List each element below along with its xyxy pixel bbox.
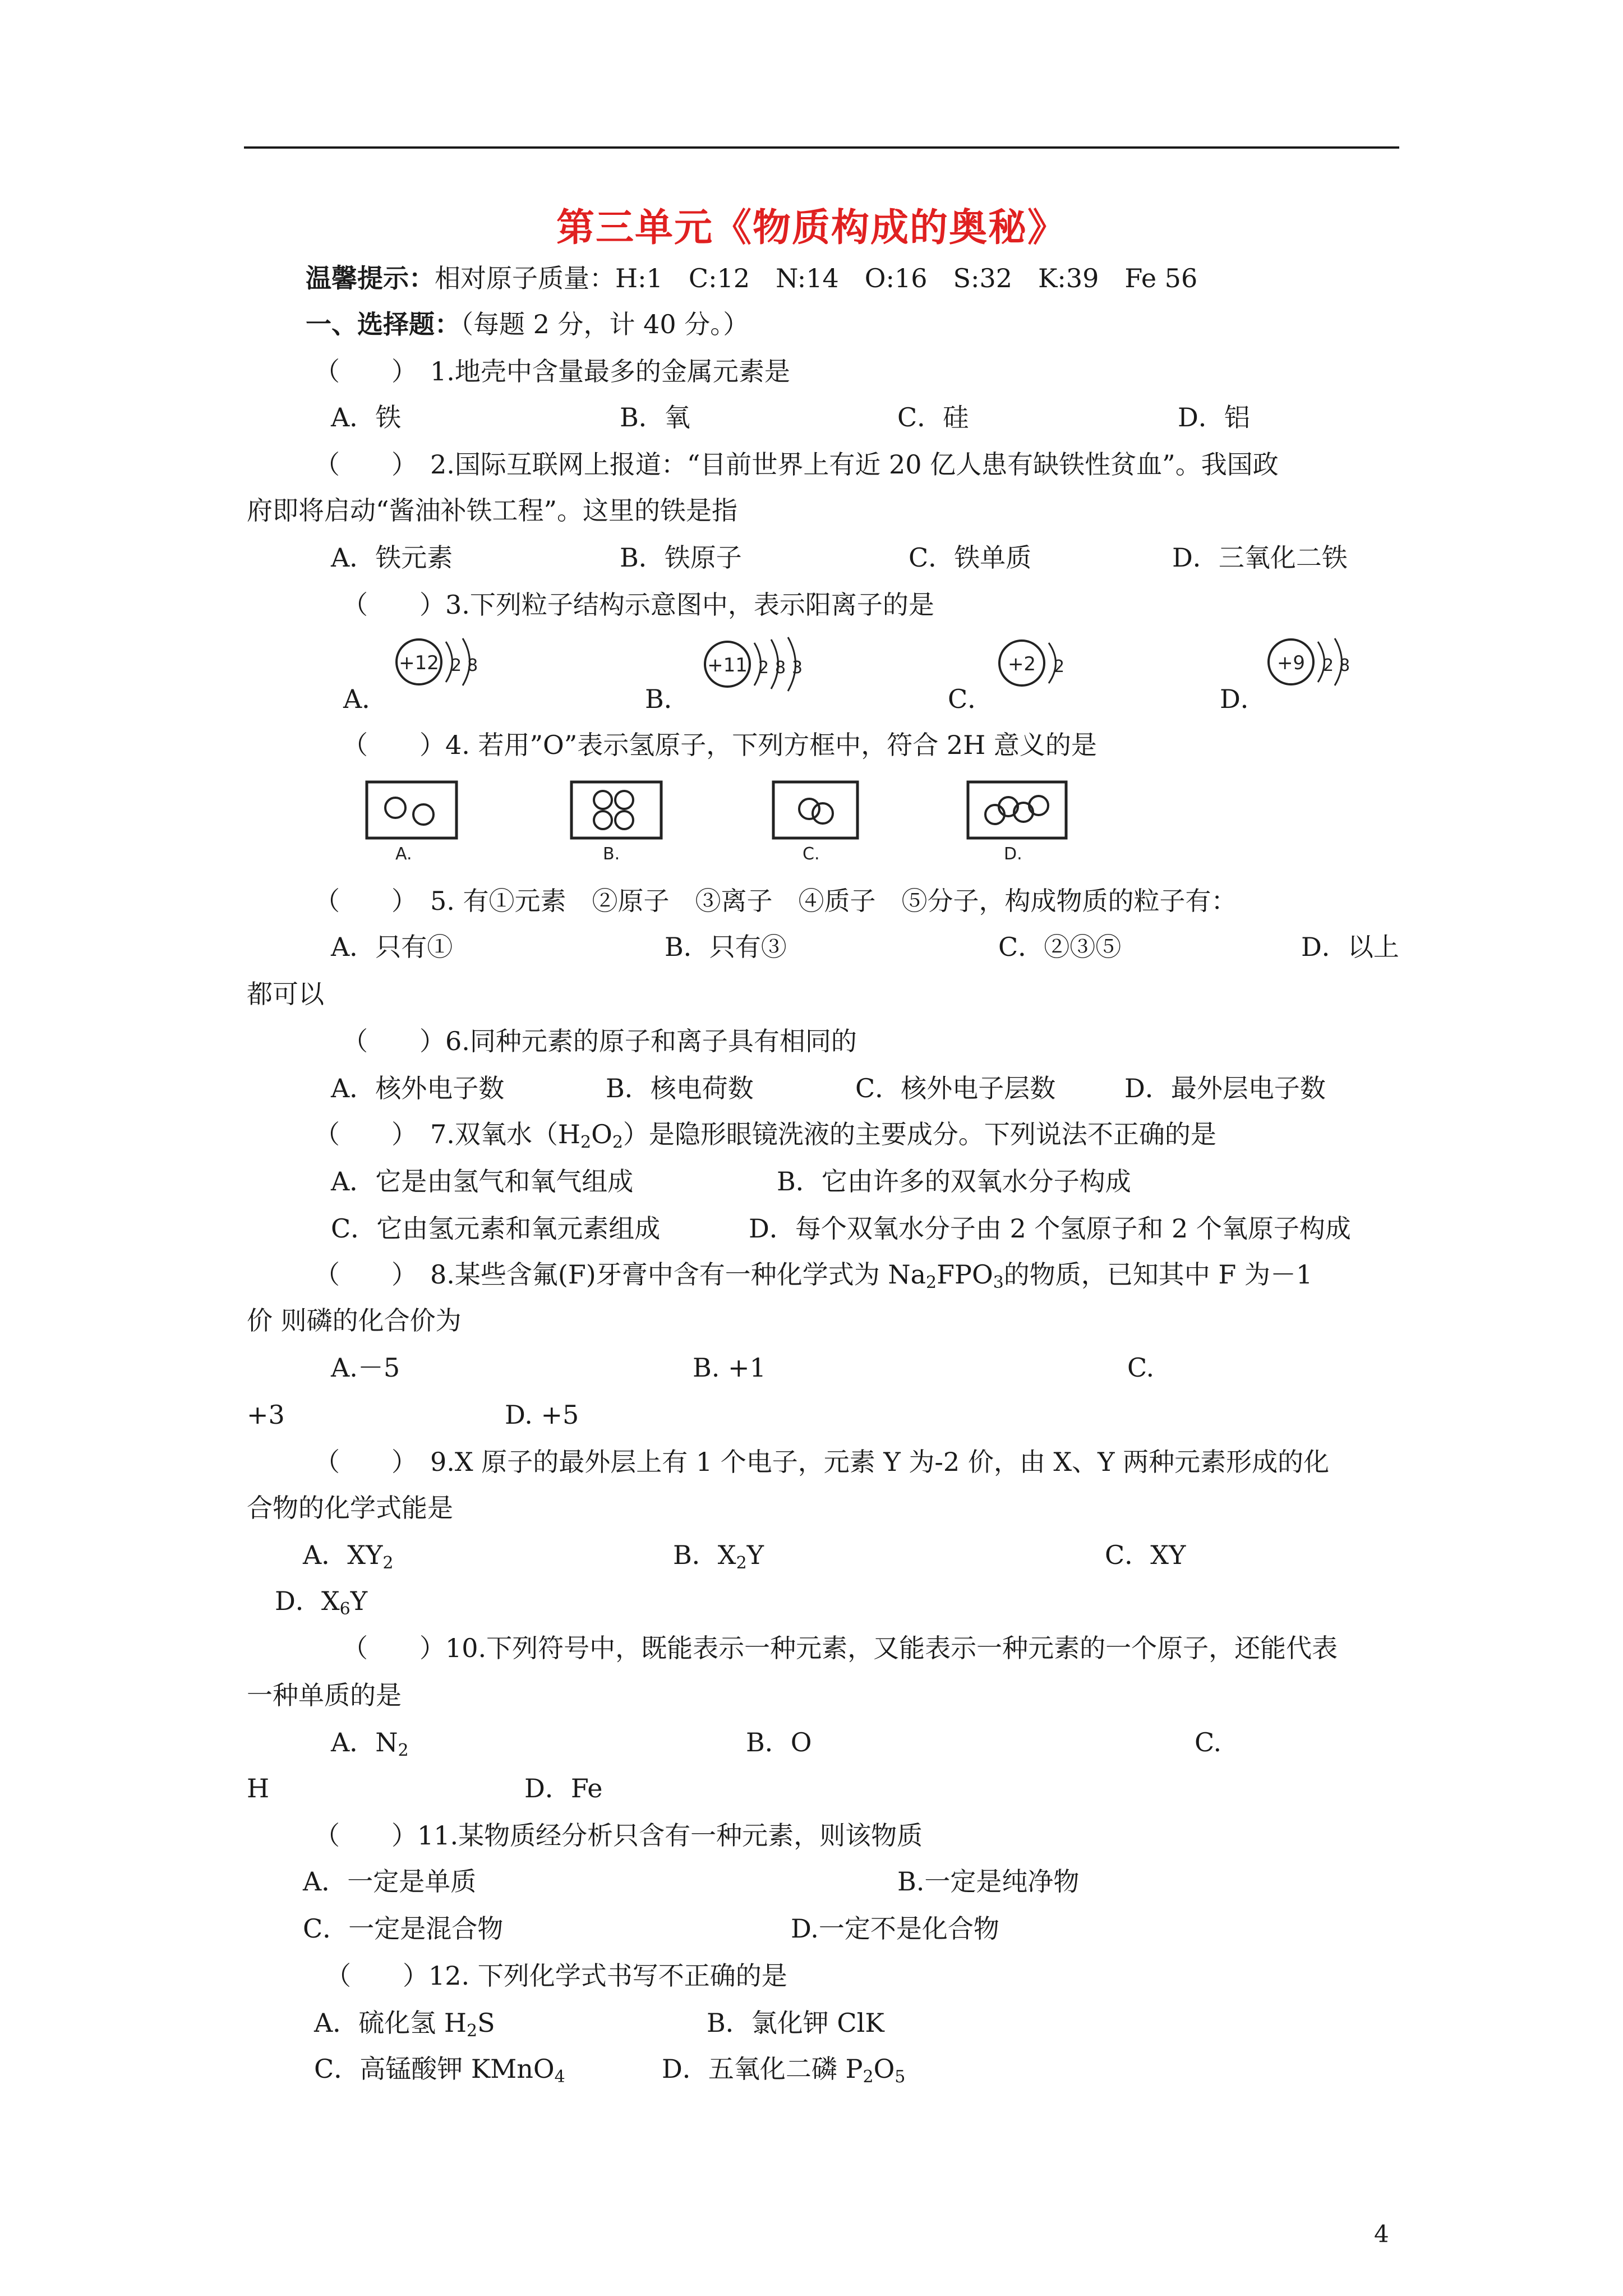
q6-option-d: D．最外层电子数 (1124, 1073, 1326, 1103)
q11-option-b: B.一定是纯净物 (897, 1866, 1080, 1897)
q9-option-a: A．$XY_2$ (303, 1540, 394, 1573)
q11-option-d: D.一定不是化合物 (791, 1913, 999, 1944)
q3-diagram-d (1265, 634, 1377, 696)
q5-option-a: A．只有① (331, 932, 453, 962)
q1-option-c: C．硅 (897, 402, 969, 432)
q4-label-d: D. (1004, 844, 1022, 864)
q12-option-c: C．高锰酸钾 KMnO$_4$ (314, 2054, 565, 2087)
q3-option-a: A． (343, 684, 388, 714)
tip-line (306, 263, 1197, 294)
q2-option-a: A．铁元素 (331, 542, 453, 573)
q3-diagram-a (393, 634, 505, 696)
q3-stem: （ ）3.下列粒子结构示意图中，表示阳离子的是 (342, 590, 934, 620)
q12-option-d: D．五氧化二磷 $P_2O_5$ (662, 2054, 906, 2087)
q12-option-b: B．氯化钾 ClK (707, 2008, 884, 2038)
q3-option-b: B． (645, 684, 690, 714)
q9-stem-line2: 合物的化学式能是 (247, 1493, 453, 1523)
q6-option-b: B．核电荷数 (606, 1073, 754, 1103)
q7-option-c: C．它由氢元素和氧元素组成 (331, 1213, 661, 1244)
q3-b-nucleus: +11 (707, 654, 748, 677)
q3-d-nucleus: +9 (1276, 652, 1306, 674)
q3-b-shell-1: 2 (758, 658, 769, 678)
q3-diagram-b (701, 634, 830, 696)
page-title: 第三单元《物质构成的奥秘》 (556, 206, 1067, 250)
q9-stem-line1: （ ） 9.X 原子的最外层上有 1 个电子，元素 Y 为-2 价，由 X、Y 两种元素形成的化 (314, 1447, 1330, 1477)
q11-option-c: C．一定是混合物 (303, 1913, 504, 1944)
q5-option-c: C．②③⑤ (998, 932, 1122, 962)
q3-b-shell-2: 8 (775, 658, 786, 678)
q7-option-d: D．每个双氧水分子由 2 个氢原子和 2 个氧原子构成 (749, 1213, 1351, 1244)
q1-option-a: A．铁 (331, 402, 402, 432)
q3-a-shell-2: 8 (467, 656, 478, 675)
q6-stem: （ ）6.同种元素的原子和离子具有相同的 (342, 1026, 857, 1056)
q10-stem-line1: （ ）10.下列符号中，既能表示一种元素，又能表示一种元素的一个原子，还能代表 (342, 1633, 1338, 1663)
tip-label: 温馨提示： (306, 263, 435, 293)
q4-label-a: A. (395, 844, 412, 864)
q11-stem: （ ）11.某物质经分析只含有一种元素，则该物质 (314, 1820, 923, 1851)
q3-d-shell-2: 8 (1339, 656, 1350, 675)
q8-stem-line2: 价 则磷的化合价为 (247, 1305, 462, 1336)
q5-stem: （ ） 5. 有①元素 ②原子 ③离子 ④质子 ⑤分子，构成物质的粒子有： (314, 886, 1237, 916)
q2-option-c: C．铁单质 (909, 542, 1032, 573)
q4-box-d (966, 780, 1072, 864)
q3-c-shell-1: 2 (1054, 657, 1065, 677)
q4-box-c (771, 780, 866, 864)
q3-option-d: D． (1220, 684, 1266, 714)
q9-option-c: C．XY (1105, 1540, 1186, 1570)
q2-stem-line1: （ ） 2.国际互联网上报道：“目前世界上有近 20 亿人患有缺铁性贫血”。我国政 (314, 449, 1279, 480)
q10-option-a: A．$N_2$ (331, 1727, 409, 1760)
q5-option-b: B．只有③ (665, 932, 787, 962)
q10-stem-line2: 一种单质的是 (247, 1680, 402, 1710)
q8-stem-line1: （ ） 8.某些含氟(F)牙膏中含有一种化学式为 $Na_2FPO_3$的物质，已知其中 F 为－1 (314, 1259, 1313, 1292)
q12-option-a: A．硫化氢 $H_2S$ (314, 2008, 495, 2041)
q9-option-d: D．$X_6Y$ (275, 1586, 368, 1619)
q8-option-d: D. +5 (505, 1400, 579, 1430)
section-note: （每题 2 分，计 40 分。） (460, 309, 749, 339)
q12-stem: （ ）12. 下列化学式书写不正确的是 (325, 1961, 787, 1991)
q6-option-c: C．核外电子层数 (855, 1073, 1056, 1103)
q2-option-b: B．铁原子 (620, 542, 742, 573)
tip-text: 相对原子质量：H:1 C:12 N:14 O:16 S:32 K:39 Fe 56 (435, 263, 1198, 293)
q8-option-b: B. +1 (693, 1352, 766, 1383)
q5-option-d: D．以上 (1301, 932, 1399, 962)
q4-label-b: B. (603, 844, 620, 864)
q3-d-shell-1: 2 (1323, 656, 1334, 675)
q1-option-d: D．铝 (1178, 402, 1250, 432)
q3-c-nucleus: +2 (1007, 653, 1036, 675)
section-heading (306, 309, 749, 340)
q11-option-a: A．一定是单质 (303, 1866, 477, 1897)
q10-option-c-continued: H (247, 1773, 270, 1803)
header-rule (244, 146, 1399, 149)
q4-label-c: C. (803, 844, 820, 864)
q7-option-b: B．它由许多的双氧水分子构成 (777, 1166, 1131, 1197)
q7-option-a: A．它是由氢气和氧气组成 (331, 1166, 634, 1197)
page-number: 4 (1374, 2220, 1389, 2248)
q5-option-d-continued: 都可以 (247, 979, 324, 1009)
q4-box-a (365, 780, 460, 864)
section-label: 一、选择题： (306, 309, 460, 339)
q1-option-b: B．氧 (620, 402, 690, 432)
q3-option-c: C． (948, 684, 994, 714)
q3-a-shell-1: 2 (451, 656, 462, 675)
q8-option-c-continued: +3 (247, 1400, 285, 1430)
q3-diagram-c (995, 635, 1080, 697)
q7-stem: （ ） 7.双氧水$(H_2O_2)$是隐形眼镜洗液的主要成分。下列说法不正确的是 (314, 1119, 1216, 1152)
q1-stem: （ ） 1.地壳中含量最多的金属元素是 (314, 356, 790, 386)
q4-stem: （ ）4. 若用”O”表示氢原子，下列方框中，符合 2H 意义的是 (342, 730, 1097, 760)
q8-option-a: A.－5 (331, 1352, 400, 1383)
q9-option-b: B．$X_2Y$ (673, 1540, 764, 1573)
q10-option-b: B．O (746, 1727, 812, 1757)
q6-option-a: A．核外电子数 (331, 1073, 505, 1103)
q4-box-b (569, 780, 665, 864)
q8-option-c: C. (1127, 1352, 1155, 1383)
q10-option-c: C. (1195, 1727, 1222, 1757)
q2-option-d: D．三氧化二铁 (1172, 542, 1348, 573)
q10-option-d: D．Fe (524, 1773, 603, 1803)
q3-b-shell-3: 3 (792, 658, 803, 678)
q3-a-nucleus: +12 (399, 652, 439, 674)
q2-stem-line2: 府即将启动“酱油补铁工程”。这里的铁是指 (247, 495, 738, 526)
